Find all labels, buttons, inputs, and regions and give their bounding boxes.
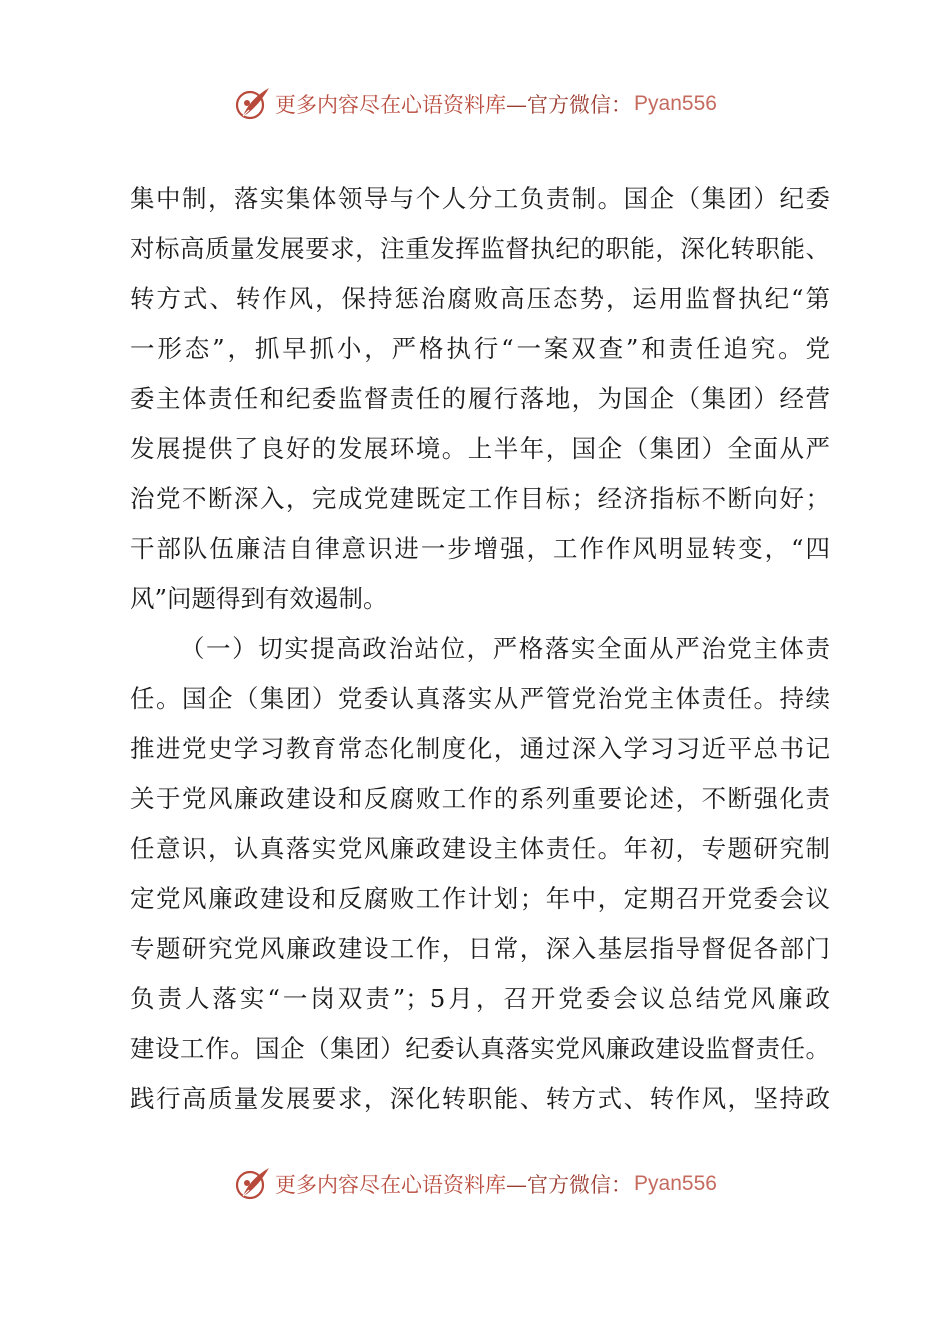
body-line: 委主体责任和纪委监督责任的履行落地，为国企（集团）经营 xyxy=(130,384,830,413)
body-line: 治党不断深入，完成党建既定工作目标；经济指标不断向好； xyxy=(130,484,830,513)
body-line: 集中制，落实集体领导与个人分工负责制。国企（集团）纪委 xyxy=(130,184,830,213)
body-line: 建设工作。国企（集团）纪委认真落实党风廉政建设监督责任。 xyxy=(130,1034,830,1063)
body-line: 一形态”，抓早抓小，严格执行“一案双查”和责任追究。党 xyxy=(130,334,830,363)
body-line: 发展提供了良好的发展环境。上半年，国企（集团）全面从严 xyxy=(130,434,830,463)
body-line: 任。国企（集团）党委认真落实从严管党治党主体责任。持续 xyxy=(130,684,830,713)
quill-logo-icon xyxy=(233,84,273,124)
header-site-text: 更多内容尽在心语资料库 xyxy=(275,93,507,117)
footer-wechat-handle: Pyan556 xyxy=(634,1172,717,1195)
header-banner xyxy=(0,82,950,126)
body-line: 推进党史学习教育常态化制度化，通过深入学习习近平总书记 xyxy=(130,734,830,763)
footer-site-text: 更多内容尽在心语资料库 xyxy=(275,1173,507,1197)
body-line: 干部队伍廉洁自律意识进一步增强，工作作风明显转变，“四 xyxy=(130,534,830,563)
document-body xyxy=(130,174,830,1124)
body-line: 专题研究党风廉政建设工作，日常，深入基层指导督促各部门 xyxy=(130,934,830,963)
header-wechat-label: —官方微信： xyxy=(506,93,633,117)
body-line: 定党风廉政建设和反腐败工作计划；年中，定期召开党委会议 xyxy=(130,884,830,913)
body-line: 关于党风廉政建设和反腐败工作的系列重要论述，不断强化责 xyxy=(130,784,830,813)
footer-wechat-label: —官方微信： xyxy=(506,1173,633,1197)
header-wechat-handle: Pyan556 xyxy=(634,92,717,115)
footer-banner xyxy=(0,1162,950,1206)
body-line: 风”问题得到有效遏制。 xyxy=(130,584,388,613)
section-heading-line: （一）切实提高政治站位，严格落实全面从严治党主体责 xyxy=(180,634,830,663)
body-line: 负责人落实“一岗双责”；5月，召开党委会议总结党风廉政 xyxy=(130,984,830,1013)
body-line: 对标高质量发展要求，注重发挥监督执纪的职能，深化转职能、 xyxy=(130,234,830,263)
quill-logo-icon xyxy=(233,1164,273,1204)
body-line: 任意识，认真落实党风廉政建设主体责任。年初，专题研究制 xyxy=(130,834,830,863)
body-line: 转方式、转作风，保持惩治腐败高压态势，运用监督执纪“第 xyxy=(130,284,830,313)
body-line: 践行高质量发展要求，深化转职能、转方式、转作风，坚持政 xyxy=(130,1084,830,1113)
